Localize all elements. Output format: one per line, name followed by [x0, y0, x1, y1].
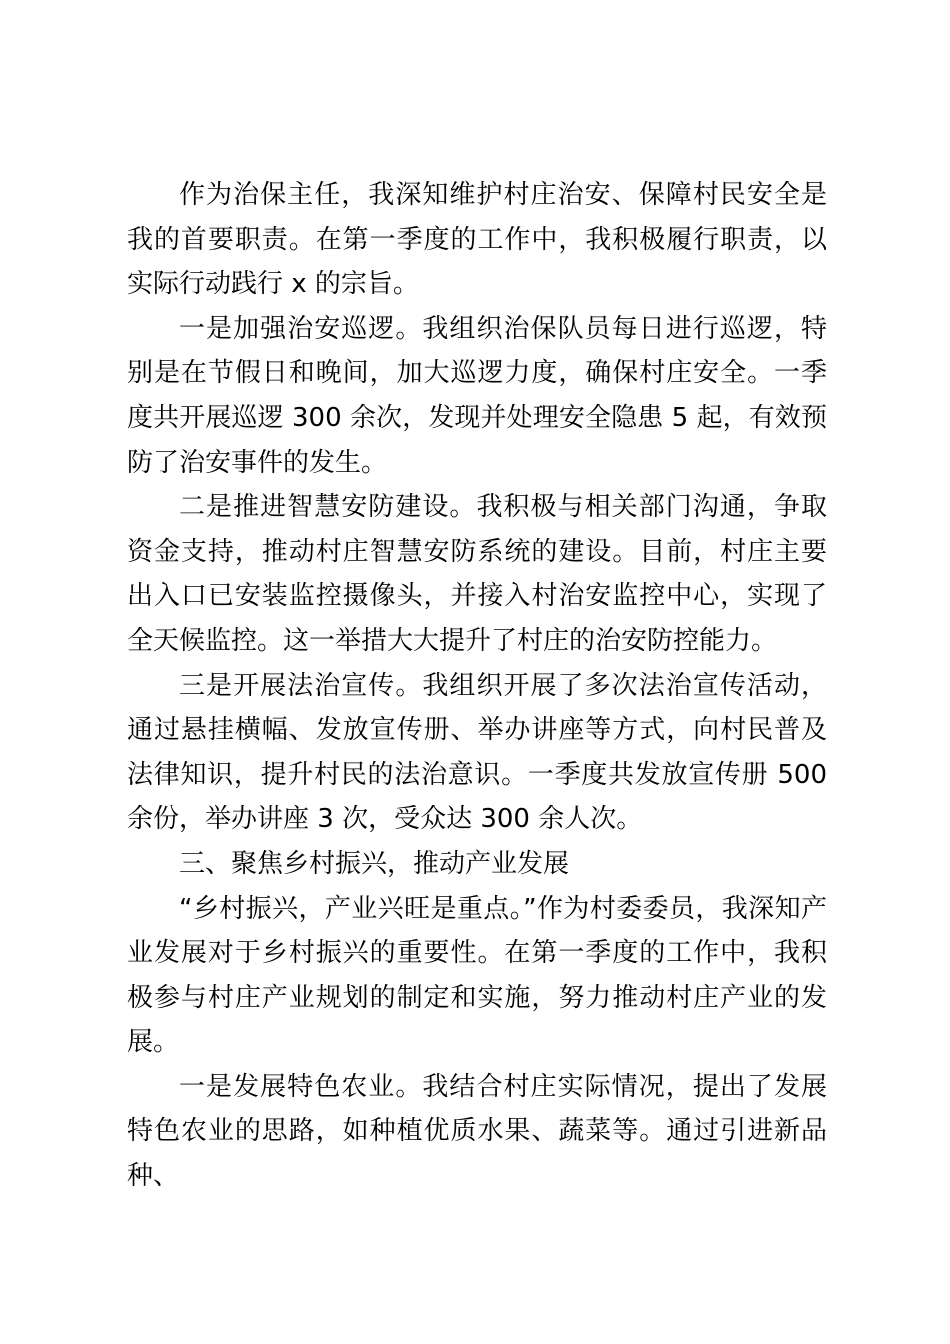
paragraph-patrol: 一是加强治安巡逻。我组织治保队员每日进行巡逻，特别是在节假日和晚间，加大巡逻力度，确保村庄安全。一季度共开展巡逻 300 余次，发现并处理安全隐患 5 起，有效预防了治安事件的发生。 [127, 313, 827, 478]
paragraph-industry-development: “乡村振兴，产业兴旺是重点。”作为村委委员，我深知产业发展对于乡村振兴的重要性。在第一季度的工作中，我积极参与村庄产业规划的制定和实施，努力推动村庄产业的发展。 [127, 893, 827, 1058]
paragraph-specialty-agriculture: 一是发展特色农业。我结合村庄实际情况，提出了发展特色农业的思路，如种植优质水果、蔬菜等。通过引进新品种、 [127, 1071, 827, 1192]
paragraph-security-duty: 作为治保主任，我深知维护村庄治安、保障村民安全是我的首要职责。在第一季度的工作中，我积极履行职责，以实际行动践行 x 的宗旨。 [127, 180, 827, 300]
section-heading-rural-revitalization: 三、聚焦乡村振兴，推动产业发展 [179, 848, 570, 879]
document-body [127, 173, 827, 1199]
paragraph-legal-publicity: 三是开展法治宣传。我组织开展了多次法治宣传活动，通过悬挂横幅、发放宣传册、举办讲座等方式，向村民普及法律知识，提升村民的法治意识。一季度共发放宣传册 500 余份，举办讲座 3 次，受众达 300 余人次。 [127, 670, 827, 835]
paragraph-smart-security: 二是推进智慧安防建设。我积极与相关部门沟通，争取资金支持，推动村庄智慧安防系统的建设。目前，村庄主要出入口已安装监控摄像头，并接入村治安监控中心，实现了全天候监控。这一举措大大提升了村庄的治安防控能力。 [127, 492, 827, 656]
